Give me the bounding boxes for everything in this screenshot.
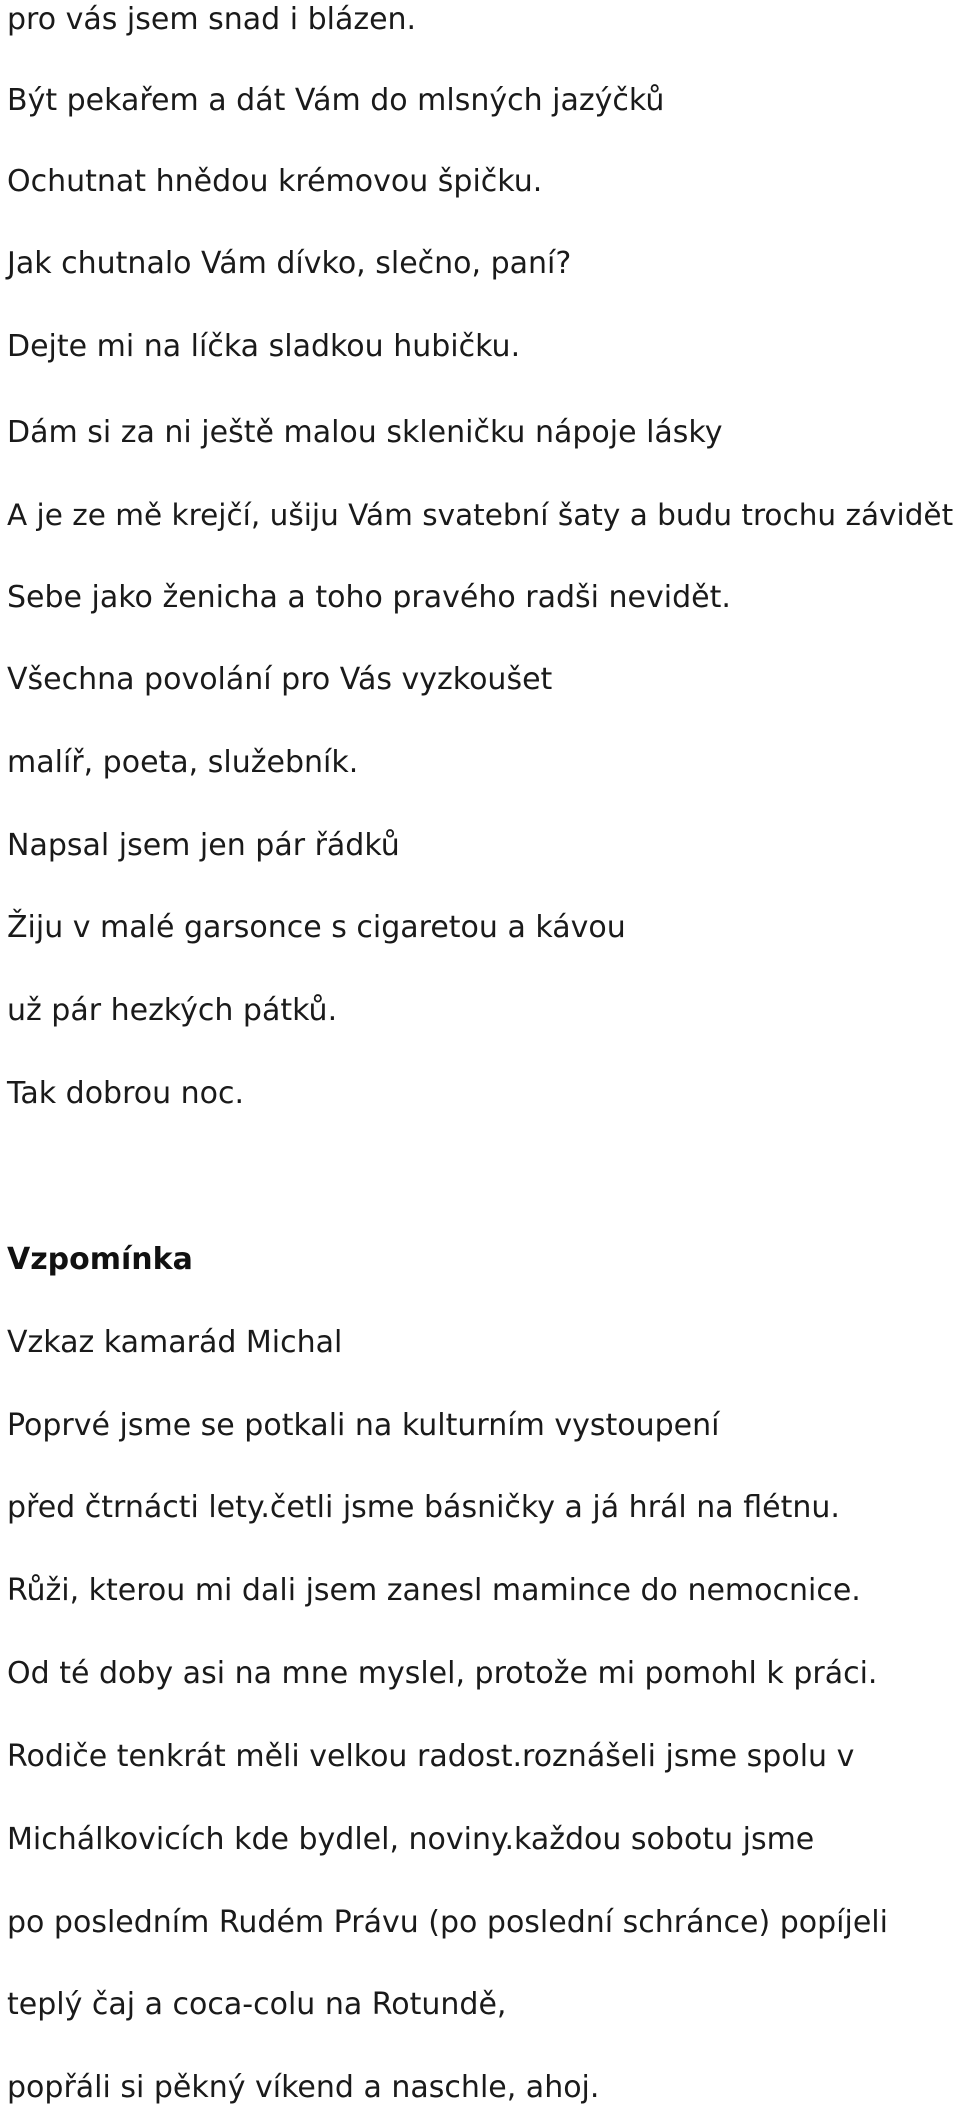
poem-line: Vzkaz kamarád Michal xyxy=(7,1325,343,1360)
poem-line: pro vás jsem snad i blázen. xyxy=(7,2,417,37)
poem-line: Rodiče tenkrát měli velkou radost.roznášeli jsme spolu v xyxy=(7,1739,855,1774)
poem-line: Sebe jako ženicha a toho pravého radši nevidět. xyxy=(7,580,731,615)
poem-line: Všechna povolání pro Vás vyzkoušet xyxy=(7,662,553,697)
poem-line: Dám si za ni ještě malou skleničku nápoje lásky xyxy=(7,415,723,450)
poem-line: před čtrnácti lety.četli jsme básničky a já hrál na flétnu. xyxy=(7,1490,840,1525)
poem-line: Dejte mi na líčka sladkou hubičku. xyxy=(7,329,521,364)
poem-line: Růži, kterou mi dali jsem zanesl mamince do nemocnice. xyxy=(7,1573,861,1608)
poem-line: Tak dobrou noc. xyxy=(7,1076,245,1111)
poem-line: Michálkovicích kde bydlel, noviny.každou sobotu jsme xyxy=(7,1822,815,1857)
poem-line: po posledním Rudém Právu (po poslední schránce) popíjeli xyxy=(7,1905,888,1940)
poem-line: Být pekařem a dát Vám do mlsných jazýčků xyxy=(7,83,665,118)
poem-line: Žiju v malé garsonce s cigaretou a kávou xyxy=(7,910,626,945)
poem-line: Ochutnat hnědou krémovou špičku. xyxy=(7,164,543,199)
poem-line: Jak chutnalo Vám dívko, slečno, paní? xyxy=(7,246,572,281)
poem-line: už pár hezkých pátků. xyxy=(7,993,338,1028)
section-title: Vzpomínka xyxy=(7,1242,193,1277)
poem-line: Napsal jsem jen pár řádků xyxy=(7,828,400,863)
poem-line: popřáli si pěkný víkend a naschle, ahoj. xyxy=(7,2070,600,2105)
poem-line: Od té doby asi na mne myslel, protože mi pomohl k práci. xyxy=(7,1656,878,1691)
poem-line: A je ze mě krejčí, ušiju Vám svatební šaty a budu trochu závidět xyxy=(7,498,954,532)
poem-line: malíř, poeta, služebník. xyxy=(7,745,359,780)
poem-line: teplý čaj a coca-colu na Rotundě, xyxy=(7,1987,507,2022)
poem-line: Poprvé jsme se potkali na kulturním vystoupení xyxy=(7,1408,720,1443)
